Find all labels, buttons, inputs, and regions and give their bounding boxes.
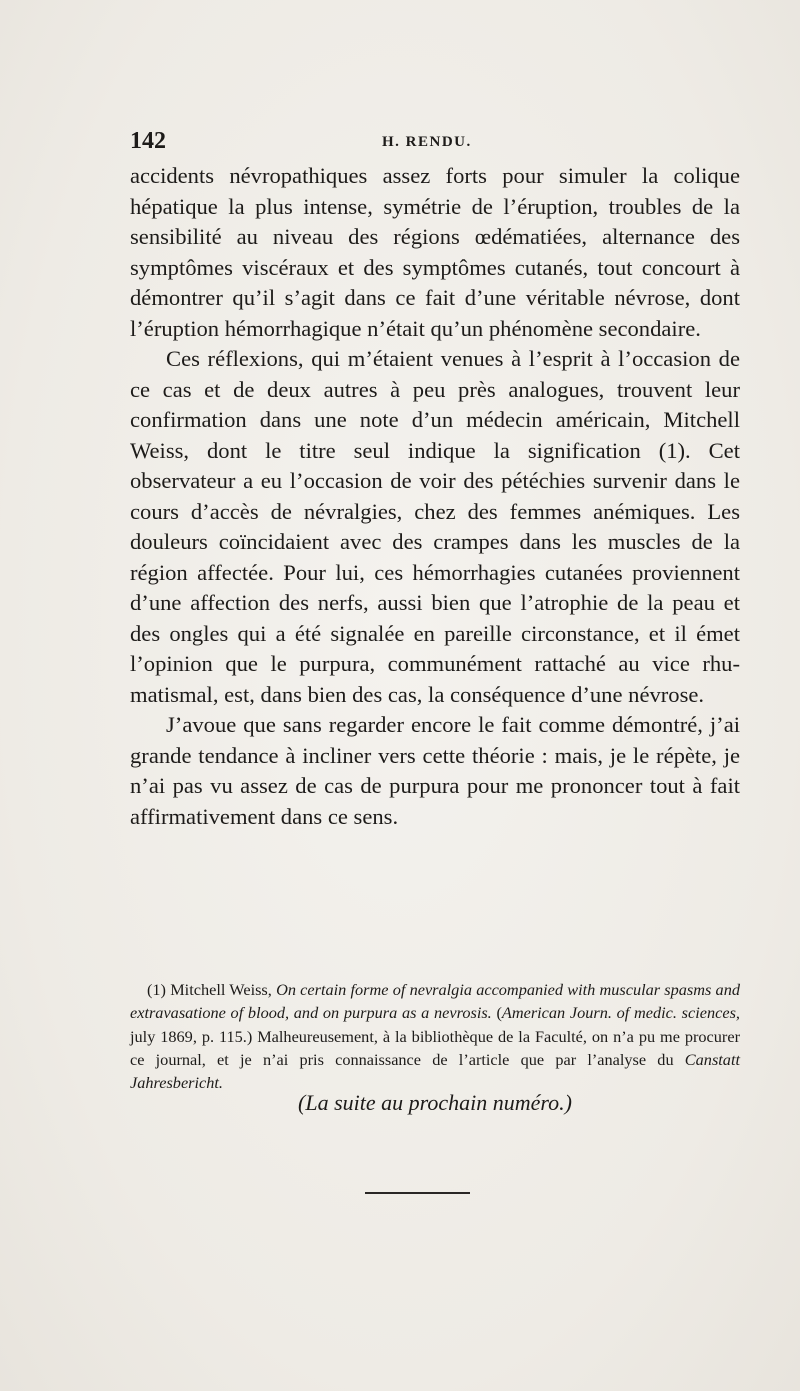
footnote-title: On certain forme of nevralgia accompanied with muscular spasms and extravasatione of blood, and on purpura as a nevrosis. <box>130 980 740 1023</box>
page-header <box>130 128 745 158</box>
footnote <box>130 978 740 1094</box>
closing-rule <box>365 1192 470 1194</box>
footnote-author: Mitchell Weiss, <box>170 980 272 999</box>
paragraph-reflexions: Ces réflexions, qui m’étaient venues à l’esprit à l’occasion de ce cas et de deux autres à peu près analogues, trouvent leur confirmation dans une note d’un médecin américain, Mitchell Weiss, dont le titre seul indique la signification (1). Cet observateur a eu l’occasion de voir des pétéchies survenir dans le cours d’accès de névralgies, chez des femmes anémiques. Les douleurs coïncidaient avec des crampes dans les muscles de la région affectée. Pour lui, ces hémorrhagies cutanées proviennent d’une affection des nerfs, aussi bien que l’atrophie de la peau et des ongles qui a été signalée en pareille circonstance, et il émet l’opinion que le purpura, communément rattaché au vice rhumatismal, est, dans bien des cas, la conséquence d’une névrose. <box>130 346 740 707</box>
continuation-note: (La suite au prochain numéro.) <box>298 1090 572 1115</box>
footnote-journal-open: ( <box>496 1003 502 1023</box>
page-number: 142 <box>130 128 166 154</box>
footnote-journal: American Journ. of medic. sciences, <box>501 1003 740 1023</box>
body-text <box>130 161 740 832</box>
footnote-marker: (1) <box>147 980 166 999</box>
running-head: H. RENDU. <box>382 134 472 150</box>
paragraph-conclusion: J’avoue que sans regarder encore le fait comme démontré, j’ai grande tendance à incliner vers cette théorie : mais, je le répète, je n’ai pas vu assez de cas de purpura pour me prononcer tout à fait affirmativement dans ce sens. <box>130 712 740 829</box>
paragraph-continuation: accidents névropathiques assez forts pour simuler la colique hépatique la plus intense, symétrie de l’éruption, troubles de la sensibilité au niveau des régions œdématiées, alternance des symptômes viscéraux et des symptômes cutanés, tout concourt à démontrer qu’il s’agit dans ce fait d’une véritable névrose, dont l’éruption hémorrhagique n’était qu’un phénomène secondaire. <box>130 163 740 341</box>
footnote-details: july 1869, p. 115.) Malheureusement, à la bibliothèque de la Faculté, on n’a pu me procurer ce journal, et je n’ai pris connaissance de l’article que par l’analyse du <box>130 1026 740 1069</box>
footnote-source: Canstatt Jahresbericht. <box>130 1049 740 1093</box>
